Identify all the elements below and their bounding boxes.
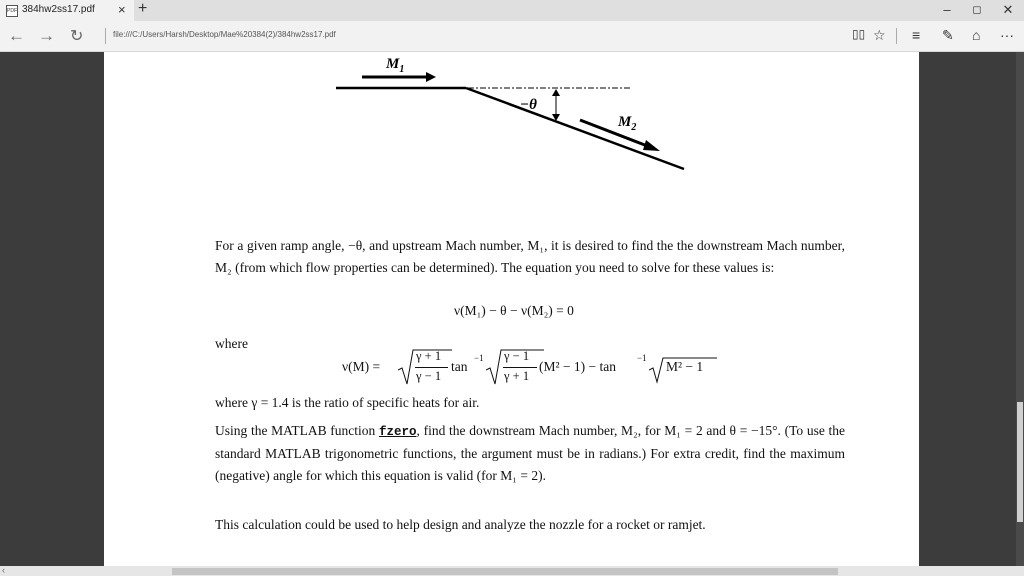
fzero-code: fzero (379, 425, 417, 439)
hub-icon[interactable]: ≡ (912, 27, 921, 43)
divider (896, 28, 897, 44)
close-window-button[interactable]: ✕ (1002, 2, 1014, 17)
frac1-bar (415, 367, 448, 368)
where-label: where (215, 336, 248, 351)
reading-view-icon[interactable]: ▯▯ (852, 27, 866, 41)
pdf-file-icon: PDF (6, 5, 18, 17)
ramp-diagram (330, 52, 700, 177)
tan-1: tan (451, 359, 468, 374)
minimize-button[interactable]: – (943, 2, 951, 17)
share-icon[interactable]: ⌂ (972, 27, 981, 43)
eq-middle: (M² − 1) − tan (539, 359, 617, 374)
task-text-a: Using the MATLAB function (215, 423, 379, 438)
sqrt-arg: M² − 1 (666, 359, 704, 374)
equation-nu-definition (340, 348, 720, 388)
frac2-denominator: γ + 1 (504, 369, 530, 383)
url-field[interactable]: file:///C:/Users/Harsh/Desktop/Mae%20384(2)/384hw2ss17.pdf (113, 30, 336, 39)
frac1-numerator: γ + 1 (416, 349, 442, 363)
m2-label: $M_2$ (618, 114, 637, 133)
frac1-denominator: γ − 1 (416, 369, 442, 383)
task-text-b: , find the downstream Mach number, M₂, for M₁ = 2 and θ = −15°. (To use the standard MATLAB trigonometric functions, the argument must be in radians.) For extra credit, find the maximum (negative) angle for which this equation is valid (for M₁ = 2). (215, 423, 845, 483)
tab-title: 384hw2ss17.pdf (22, 4, 95, 15)
back-icon[interactable]: ← (8, 26, 25, 45)
tab-bar (0, 0, 1024, 21)
vertical-scroll-thumb[interactable] (1017, 402, 1023, 522)
paragraph-task (215, 420, 845, 487)
inverse-1: −1 (474, 353, 484, 363)
close-tab-button[interactable]: × (118, 2, 126, 17)
web-note-icon[interactable]: ✎ (942, 27, 954, 43)
divider (105, 28, 106, 44)
frac2-numerator: γ − 1 (504, 349, 530, 363)
address-bar (0, 21, 1024, 52)
frac2-bar (503, 367, 537, 368)
paragraph-intro: For a given ramp angle, −θ, and upstream Mach number, M₁, it is desired to find the the downstream Mach number, M₂ (from which flow properties can be determined). The equation you need to solve for these values is: (215, 238, 845, 275)
theta-label: −θ (520, 97, 537, 113)
restore-button[interactable]: ◻ (972, 4, 982, 16)
inverse-2: −1 (637, 353, 647, 363)
equation-prandtl-meyer-balance: ν(M₁) − θ − ν(M₂) = 0 (454, 303, 574, 318)
horizontal-scroll-thumb[interactable] (172, 568, 838, 575)
m1-label: $M_1$ (386, 56, 405, 75)
forward-icon[interactable]: → (38, 26, 55, 45)
eq-lhs: ν(M) = (342, 359, 381, 374)
more-icon[interactable]: ··· (1000, 27, 1014, 43)
paragraph-application: This calculation could be used to help design and analyze the nozzle for a rocket or ramjet. (215, 517, 706, 532)
favorite-star-icon[interactable]: ☆ (873, 27, 886, 43)
paragraph-gamma: where γ = 1.4 is the ratio of specific heats for air. (215, 395, 480, 410)
tab-active[interactable] (0, 0, 134, 21)
scroll-left-icon[interactable]: ‹ (2, 565, 5, 575)
new-tab-button[interactable]: + (138, 0, 148, 17)
refresh-icon[interactable]: ↻ (70, 28, 84, 45)
